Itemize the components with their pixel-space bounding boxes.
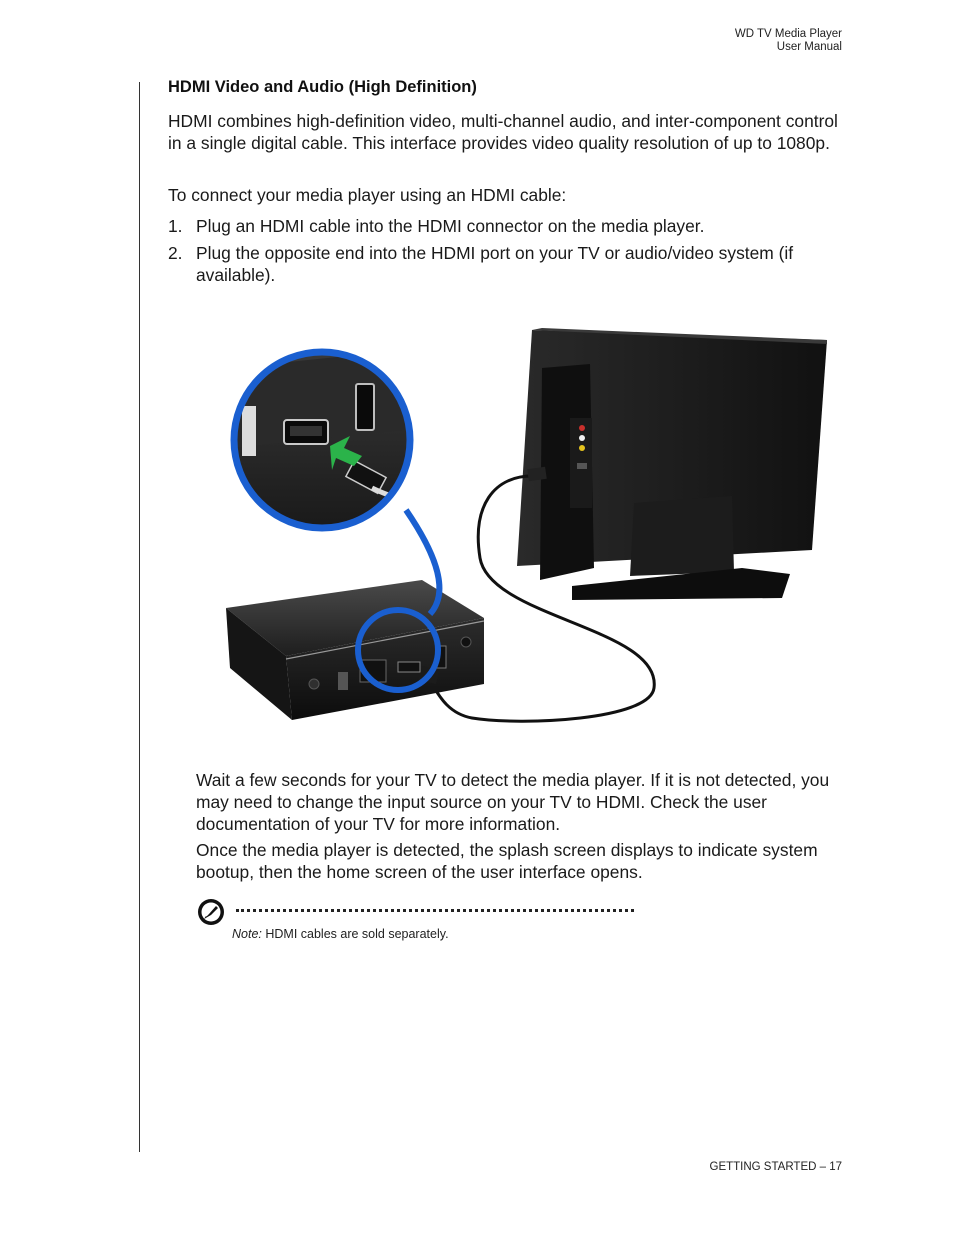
margin-rule	[139, 82, 140, 1152]
note-label: Note:	[232, 927, 262, 941]
note	[232, 927, 449, 941]
running-header	[735, 28, 842, 54]
hdmi-connection-illustration	[222, 328, 832, 748]
tv-back	[517, 328, 827, 600]
step-text: Plug an HDMI cable into the HDMI connector on the media player.	[196, 216, 705, 236]
step-number: 1.	[168, 216, 183, 236]
step-text: Plug the opposite end into the HDMI port on your TV or audio/video system (if available).	[196, 243, 794, 285]
page-footer: GETTING STARTED – 17	[709, 1161, 842, 1173]
step-number: 2.	[168, 243, 183, 263]
lead-paragraph: To connect your media player using an HDMI cable:	[168, 185, 567, 205]
note-body: HDMI cables are sold separately.	[261, 927, 449, 941]
intro-paragraph: HDMI combines high-definition video, multi-channel audio, and inter-component control in a single digital cable. This interface provides video quality resolution of up to 1080p.	[168, 111, 838, 153]
note-icon	[196, 897, 226, 927]
section-heading: HDMI Video and Audio (High Definition)	[168, 78, 477, 96]
header-product: WD TV Media Player	[734, 28, 842, 40]
detect-paragraph: Wait a few seconds for your TV to detect the media player. If it is not detected, you may need to change the input source on your TV to HDMI. Check the user documentation of your TV for more information.	[196, 770, 830, 834]
bootup-paragraph: Once the media player is detected, the splash screen displays to indicate system bootup, then the home screen of the user interface opens.	[196, 840, 818, 882]
note-divider	[236, 909, 634, 912]
header-doc-type: User Manual	[776, 41, 842, 53]
